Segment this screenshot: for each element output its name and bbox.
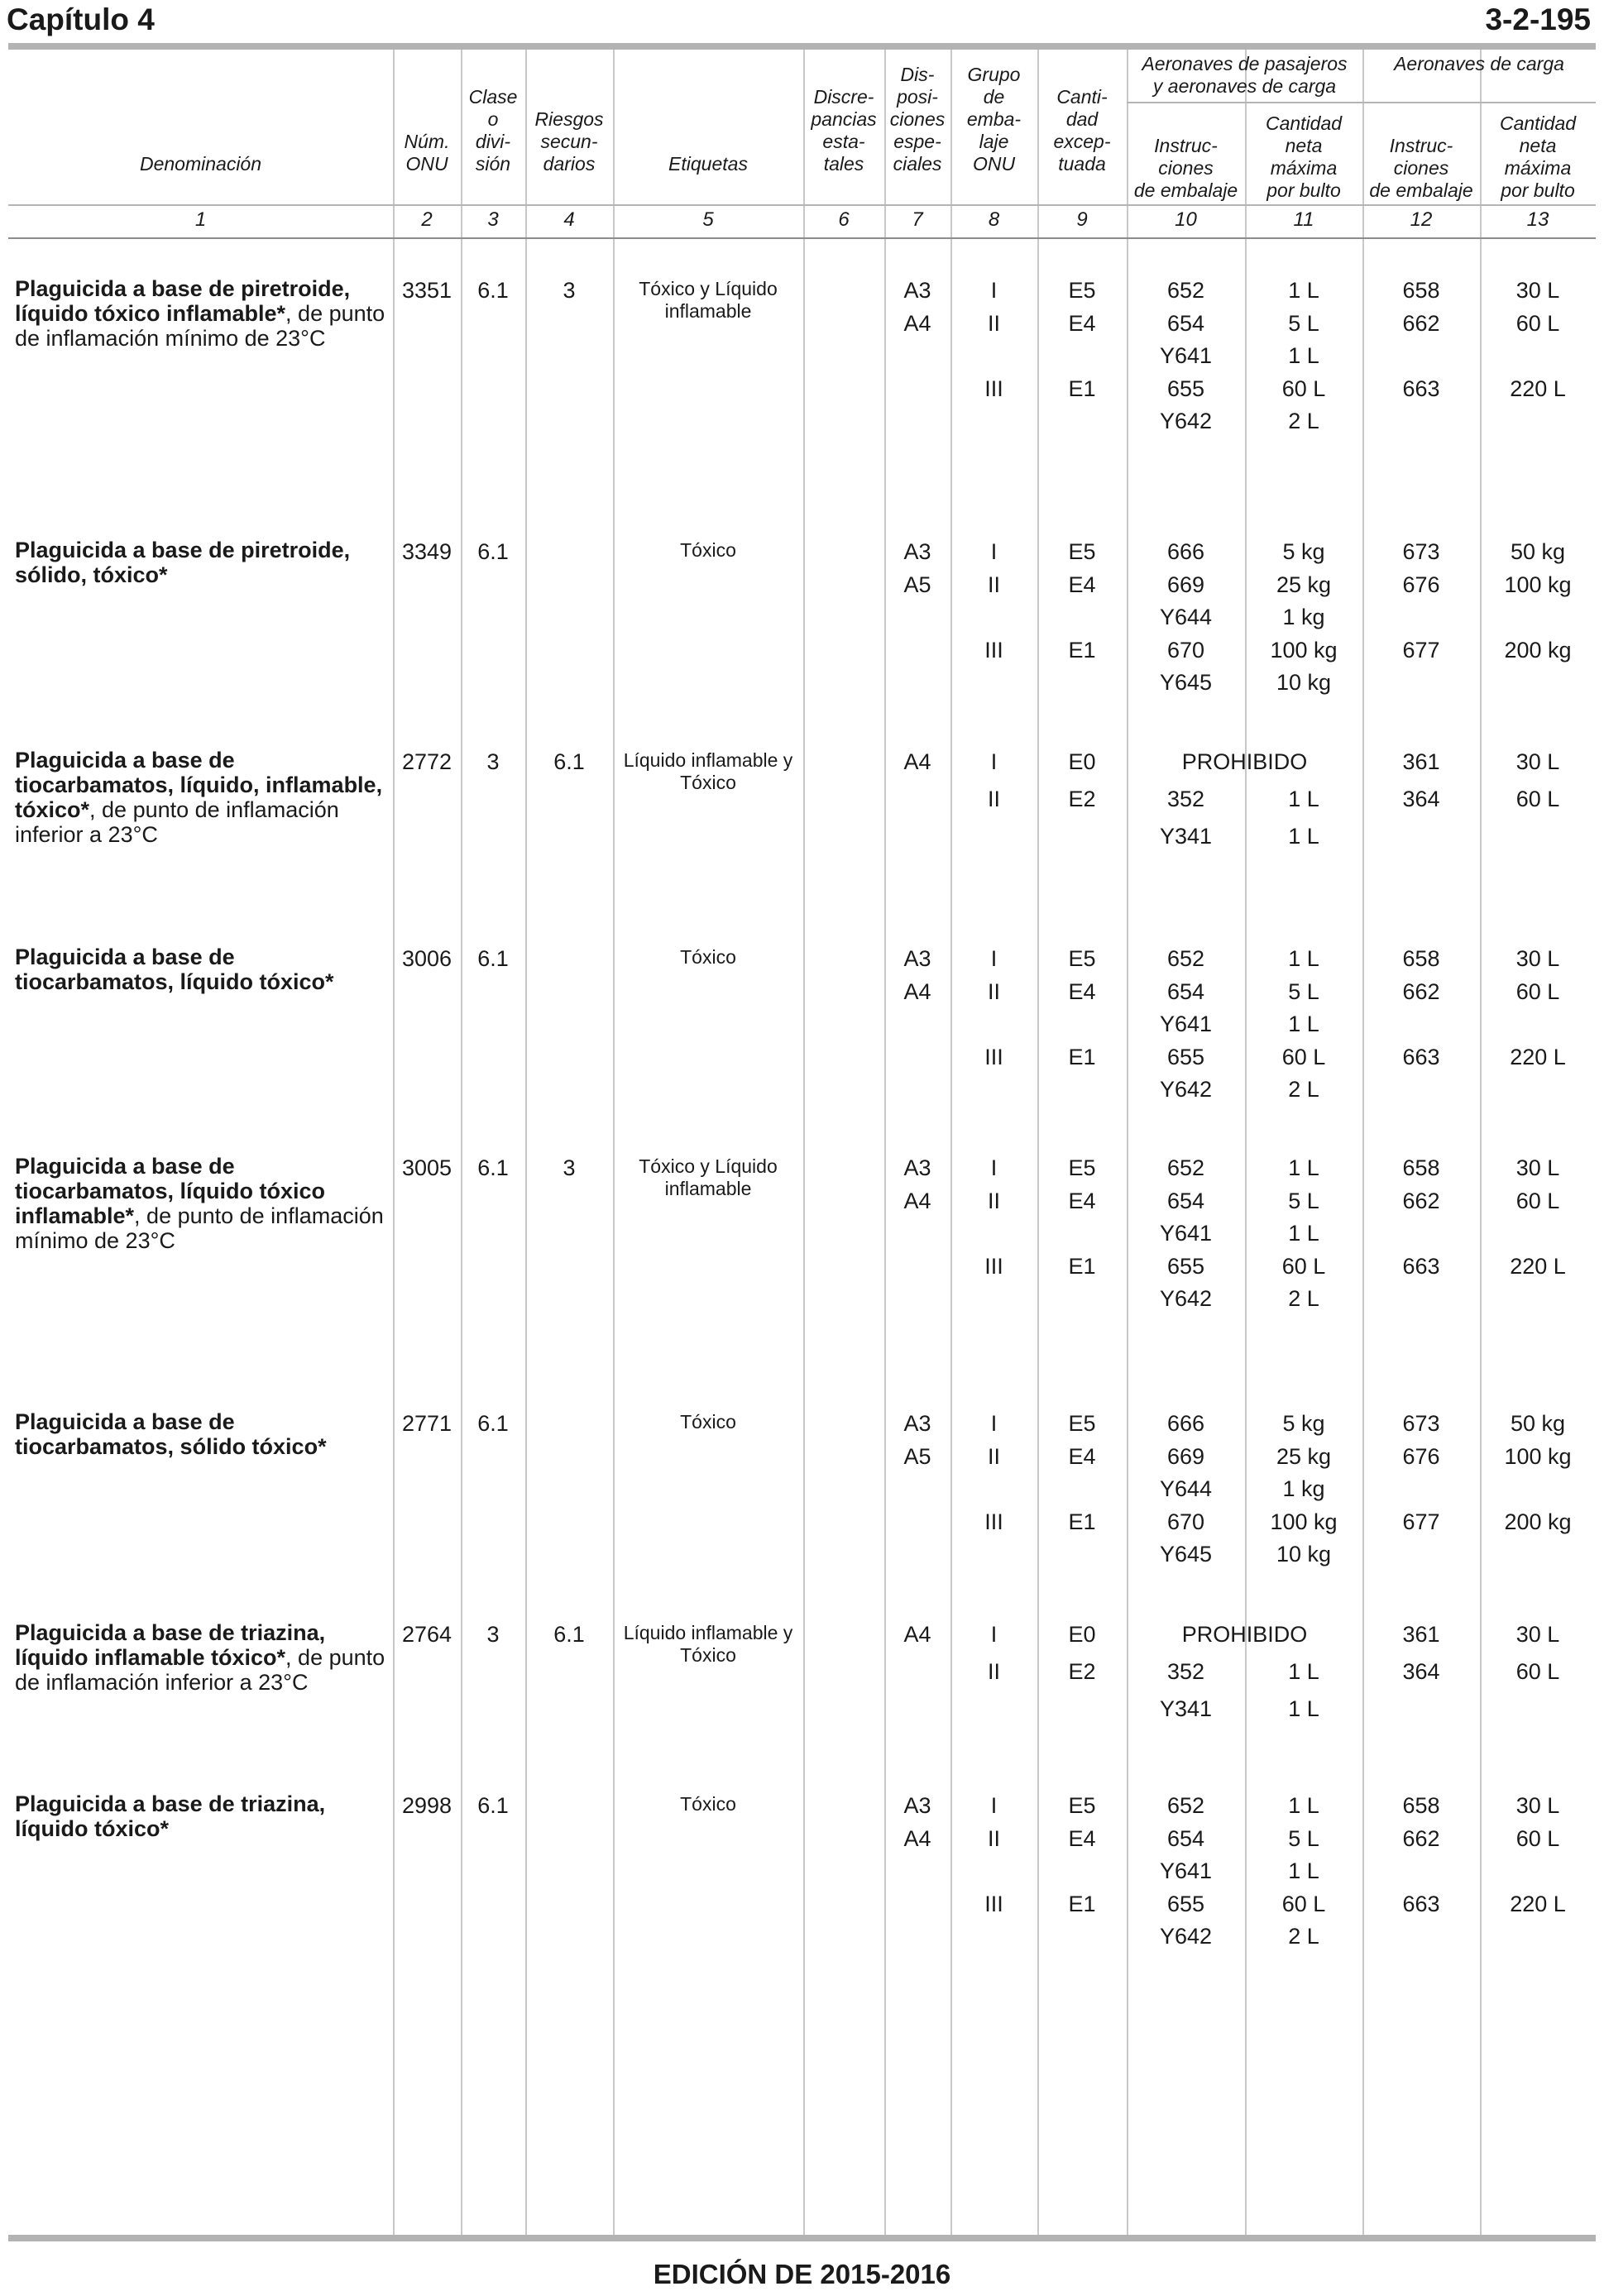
excepted-quantity: E0 [1068,749,1096,774]
packing-instruction-cargo: 658 [1402,278,1440,303]
max-net-quantity-cargo: 30 L [1515,278,1560,303]
max-net-quantity-pax: 1 L [1288,278,1319,303]
group-pax-underline [1127,102,1362,103]
max-net-quantity-cargo: 220 L [1510,1891,1566,1916]
page-header [7,0,1596,40]
column-number: 11 [1293,208,1314,231]
un-number: 3006 [401,946,452,971]
header-discrepancias: Discre- pancias esta- tales [811,86,877,175]
max-net-quantity-pax: 1 L [1288,343,1319,368]
max-net-quantity-pax: 60 L [1281,1253,1326,1279]
header-cantidad-pax: Cantidad neta máxima por bulto [1265,112,1343,201]
special-provision: A5 [903,572,931,597]
max-net-quantity-cargo: 60 L [1515,978,1560,1004]
header-grupo-embalaje: Grupo de emba- laje ONU [966,64,1022,175]
special-provision: A3 [903,1411,931,1436]
packing-group: II [987,1188,1000,1213]
column-divider [525,50,527,2235]
packing-instruction-cargo: 662 [1402,1825,1440,1851]
subsidiary-risk: 6.1 [553,1622,585,1647]
hazard-class: 6.1 [477,946,509,971]
special-provision: A4 [903,749,931,774]
special-provision: A3 [903,539,931,564]
special-provision: A4 [903,310,931,336]
packing-instruction-pax: 669 [1166,572,1205,597]
column-number: 7 [912,208,923,231]
subsidiary-risk: 6.1 [553,749,585,774]
hazard-class: 6.1 [477,539,509,564]
excepted-quantity: E1 [1068,1509,1096,1534]
max-net-quantity-pax: 1 L [1288,1858,1319,1883]
hazard-class: 6.1 [477,1793,509,1818]
max-net-quantity-pax: 5 L [1288,1188,1319,1213]
max-net-quantity-cargo: 30 L [1515,1155,1560,1180]
top-rule [8,43,1596,50]
max-net-quantity-cargo: 100 kg [1504,1443,1572,1469]
max-net-quantity-pax: 1 L [1288,787,1319,811]
hazard-class: 6.1 [477,1411,509,1436]
packing-instruction-cargo: 673 [1402,539,1440,564]
max-net-quantity-pax: 5 kg [1282,539,1325,564]
entry-name-bold: Plaguicida a base de triazina, líquido tóxico* [15,1791,326,1841]
special-provision: A4 [903,1622,931,1647]
max-net-quantity-pax: 2 L [1288,409,1319,433]
max-net-quantity-pax: 60 L [1281,375,1326,401]
entry-name-bold: Plaguicida a base de tiocarbamatos, líquido tóxico inflamable* [15,1154,326,1228]
excepted-quantity: E4 [1068,310,1096,336]
hazard-labels: Tóxico y Líquido inflamable [639,278,778,322]
entry-denomination [15,748,387,847]
max-net-quantity-cargo: 30 L [1515,1622,1560,1647]
excepted-quantity: E5 [1068,278,1096,303]
column-divider [803,50,805,2235]
packing-instruction-cargo: 658 [1402,1793,1440,1818]
packing-instruction-cargo: 364 [1402,1659,1440,1684]
header-group-cargo: Aeronaves de carga [1394,53,1564,74]
packing-instruction-pax: Y642 [1159,1077,1213,1102]
max-net-quantity-cargo: 220 L [1510,1253,1566,1279]
special-provision: A3 [903,278,931,303]
header-bottom-line [8,204,1596,206]
column-number: 1 [194,208,207,231]
entry-name-bold: Plaguicida a base de triazina, líquido inflamable tóxico* [15,1620,326,1670]
entry-denomination [15,1154,387,1253]
max-net-quantity-cargo: 30 L [1515,946,1560,971]
header-denominacion: Denominación [139,153,262,175]
excepted-quantity: E4 [1068,1825,1096,1851]
un-number: 2998 [401,1793,452,1818]
max-net-quantity-cargo: 60 L [1515,310,1560,336]
header-riesgos: Riesgos secun- darios [534,108,604,175]
packing-group: III [984,1044,1003,1069]
header-disposiciones: Dis- posi- ciones espe- ciales [889,64,946,175]
entry-name-bold: Plaguicida a base de tiocarbamatos, líquido tóxico* [15,945,334,994]
special-provision: A3 [903,1155,931,1180]
subsidiary-risk: 3 [563,278,576,303]
packing-instruction-cargo: 364 [1402,787,1440,811]
excepted-quantity: E2 [1068,1659,1096,1684]
max-net-quantity-pax: 1 kg [1282,1476,1325,1501]
edition-footer: EDICIÓN DE 2015-2016 [653,2259,951,2289]
max-net-quantity-pax: 25 kg [1276,572,1332,597]
packing-group: I [990,1411,998,1436]
max-net-quantity-pax: 1 L [1288,1793,1319,1818]
packing-instruction-pax: Y641 [1159,1221,1213,1246]
packing-group: III [984,637,1003,662]
entry-name-bold: Plaguicida a base de piretroide, líquido tóxico inflamable* [15,276,351,326]
packing-group: I [990,278,998,303]
packing-instruction-pax: 652 [1166,946,1205,971]
packing-instruction-pax: 655 [1166,1044,1205,1069]
packing-instruction-pax: 654 [1166,1825,1205,1851]
excepted-quantity: E5 [1068,1411,1096,1436]
packing-instruction-cargo: 361 [1402,749,1440,774]
special-provision: A4 [903,978,931,1004]
packing-instruction-cargo: 361 [1402,1622,1440,1647]
max-net-quantity-pax: 1 L [1288,1012,1319,1036]
column-number: 5 [702,208,714,231]
packing-instruction-pax: 670 [1166,1509,1205,1534]
packing-instruction-cargo: 658 [1402,1155,1440,1180]
max-net-quantity-pax: 60 L [1281,1044,1326,1069]
packing-instruction-pax: 655 [1166,1891,1205,1916]
packing-instruction-cargo: 673 [1402,1411,1440,1436]
max-net-quantity-pax: 2 L [1288,1924,1319,1949]
packing-instruction-pax: Y645 [1159,670,1213,695]
packing-group: III [984,1253,1003,1279]
entry-name-rest: , de punto de inflamación mínimo de 23°C [15,1203,384,1253]
packing-group: I [990,946,998,971]
max-net-quantity-pax: 10 kg [1276,670,1332,695]
max-net-quantity-pax: 5 L [1288,1825,1319,1851]
bottom-rule [8,2235,1596,2241]
column-number: 6 [838,208,850,231]
packing-instruction-pax: Y341 [1159,1696,1213,1721]
packing-instruction-pax: 654 [1166,1188,1205,1213]
packing-instruction-pax: 655 [1166,375,1205,401]
packing-instruction-pax: 652 [1166,278,1205,303]
column-divider [393,50,395,2235]
packing-group: I [990,1155,998,1180]
column-number: 10 [1175,208,1197,231]
special-provision: A4 [903,1188,931,1213]
un-number: 2771 [401,1411,452,1436]
hazard-class: 3 [486,1622,500,1647]
hazard-labels: Tóxico y Líquido inflamable [639,1155,778,1199]
excepted-quantity: E4 [1068,978,1096,1004]
max-net-quantity-cargo: 50 kg [1510,539,1566,564]
max-net-quantity-pax: 1 L [1288,824,1319,849]
excepted-quantity: E1 [1068,375,1096,401]
packing-instruction-pax: 666 [1166,1411,1205,1436]
max-net-quantity-pax: 25 kg [1276,1443,1332,1469]
entry-denomination [15,276,387,351]
packing-instruction-pax: 654 [1166,310,1205,336]
packing-group: II [987,787,1000,811]
max-net-quantity-cargo: 220 L [1510,375,1566,401]
packing-group: III [984,375,1003,401]
packing-instruction-cargo: 662 [1402,1188,1440,1213]
excepted-quantity: E1 [1068,1044,1096,1069]
packing-instruction-cargo: 663 [1402,1253,1440,1279]
chapter-title: Capítulo 4 [7,2,155,36]
hazard-class: 6.1 [477,1155,509,1180]
packing-instruction-pax: 669 [1166,1443,1205,1469]
un-number: 2764 [401,1622,452,1647]
packing-group: II [987,978,1000,1004]
packing-instruction-cargo: 663 [1402,1044,1440,1069]
entry-denomination [15,1409,387,1459]
max-net-quantity-pax: 2 L [1288,1286,1319,1311]
max-net-quantity-pax: 5 kg [1282,1411,1325,1436]
header-cantidad-exceptuada: Canti- dad excep- tuada [1053,86,1111,175]
column-number: 12 [1410,208,1433,231]
excepted-quantity: E5 [1068,946,1096,971]
packing-group: II [987,572,1000,597]
packing-instruction-pax: Y641 [1159,1858,1213,1883]
column-numbers-line [8,237,1596,239]
max-net-quantity-pax: 1 L [1288,1659,1319,1684]
packing-group: II [987,1443,1000,1469]
excepted-quantity: E1 [1068,1253,1096,1279]
packing-group: I [990,1793,998,1818]
packing-instruction-cargo: 676 [1402,1443,1440,1469]
special-provision: A3 [903,1793,931,1818]
packing-instruction-cargo: 663 [1402,1891,1440,1916]
column-number: 2 [421,208,433,231]
subsidiary-risk: 3 [563,1155,576,1180]
special-provision: A3 [903,946,931,971]
packing-instruction-cargo: 677 [1402,637,1440,662]
packing-instruction-pax: 652 [1166,1155,1205,1180]
entry-name-rest: , de punto de inflamación inferior a 23°C [15,1645,385,1695]
packing-group: I [990,539,998,564]
packing-instruction-pax: 655 [1166,1253,1205,1279]
packing-instruction-pax: 670 [1166,637,1205,662]
max-net-quantity-pax: 1 kg [1282,605,1325,629]
entry-name-bold: Plaguicida a base de tiocarbamatos, sólido tóxico* [15,1409,327,1459]
packing-group: II [987,1659,1000,1684]
entry-name-bold: Plaguicida a base de piretroide, sólido, tóxico* [15,538,351,587]
entry-denomination [15,538,387,587]
packing-instruction-pax: 352 [1166,1659,1205,1684]
excepted-quantity: E5 [1068,1793,1096,1818]
excepted-quantity: E5 [1068,539,1096,564]
max-net-quantity-pax: 5 L [1288,978,1319,1004]
hazard-class: 3 [486,749,500,774]
header-clase: Clase o divi- sión [468,86,518,175]
max-net-quantity-cargo: 200 kg [1504,1509,1572,1534]
max-net-quantity-pax: 1 L [1288,1155,1319,1180]
packing-group: I [990,749,998,774]
packing-group: I [990,1622,998,1647]
column-number: 3 [487,208,499,231]
packing-instruction-cargo: 677 [1402,1509,1440,1534]
hazard-labels: Líquido inflamable y Tóxico [623,749,793,793]
max-net-quantity-cargo: 30 L [1515,749,1560,774]
excepted-quantity: E4 [1068,572,1096,597]
special-provision: A5 [903,1443,931,1469]
max-net-quantity-pax: 2 L [1288,1077,1319,1102]
entry-denomination [15,1791,387,1841]
header-group-pax: Aeronaves de pasajeros y aeronaves de carga [1142,53,1348,97]
packing-instruction-cargo: 658 [1402,946,1440,971]
packing-instruction-cargo: 662 [1402,978,1440,1004]
entry-denomination [15,1620,387,1695]
header-num-onu: Núm. ONU [404,131,450,175]
max-net-quantity-cargo: 200 kg [1504,637,1572,662]
max-net-quantity-pax: 5 L [1288,310,1319,336]
packing-instruction-pax: 652 [1166,1793,1205,1818]
column-divider [613,50,615,2235]
entry-name-rest: , de punto de inflamación mínimo de 23°C [15,301,385,351]
entry-name-bold: Plaguicida a base de tiocarbamatos, líquido, inflamable, tóxico* [15,748,383,822]
hazard-labels: Líquido inflamable y Tóxico [623,1622,793,1666]
un-number: 3005 [401,1155,452,1180]
group-cargo-underline [1362,102,1596,103]
excepted-quantity: E4 [1068,1188,1096,1213]
max-net-quantity-pax: 60 L [1281,1891,1326,1916]
max-net-quantity-cargo: 220 L [1510,1044,1566,1069]
forbidden-notice: PROHIBIDO [1181,1622,1308,1647]
column-divider [884,50,886,2235]
max-net-quantity-cargo: 60 L [1515,1659,1560,1684]
un-number: 2772 [401,749,452,774]
hazard-labels: Tóxico [680,946,736,968]
packing-instruction-pax: Y642 [1159,1924,1213,1949]
max-net-quantity-pax: 1 L [1288,946,1319,971]
special-provision: A4 [903,1825,931,1851]
entry-denomination [15,945,387,994]
excepted-quantity: E0 [1068,1622,1096,1647]
column-number: 13 [1526,208,1549,231]
packing-instruction-pax: 666 [1166,539,1205,564]
excepted-quantity: E4 [1068,1443,1096,1469]
un-number: 3349 [401,539,452,564]
column-number: 4 [563,208,575,231]
hazard-labels: Tóxico [680,1411,736,1433]
un-number: 3351 [401,278,452,303]
packing-group: II [987,310,1000,336]
packing-instruction-pax: Y644 [1159,605,1213,629]
packing-instruction-cargo: 663 [1402,375,1440,401]
hazard-labels: Tóxico [680,1793,736,1815]
packing-instruction-pax: Y645 [1159,1542,1213,1567]
packing-instruction-pax: Y341 [1159,824,1213,849]
packing-instruction-cargo: 662 [1402,310,1440,336]
column-number: 9 [1076,208,1088,231]
excepted-quantity: E1 [1068,637,1096,662]
max-net-quantity-cargo: 30 L [1515,1793,1560,1818]
max-net-quantity-pax: 100 kg [1270,637,1338,662]
header-instrucciones-pax: Instruc- ciones de embalaje [1133,135,1238,201]
max-net-quantity-cargo: 100 kg [1504,572,1572,597]
entry-name-rest: , de punto de inflamación inferior a 23°C [15,797,339,847]
packing-group: III [984,1891,1003,1916]
packing-instruction-pax: 352 [1166,787,1205,811]
packing-instruction-pax: Y641 [1159,1012,1213,1036]
packing-instruction-cargo: 676 [1402,572,1440,597]
max-net-quantity-cargo: 60 L [1515,787,1560,811]
packing-instruction-pax: Y642 [1159,409,1213,433]
packing-instruction-pax: Y641 [1159,343,1213,368]
page-number: 3-2-195 [1485,2,1591,36]
packing-instruction-pax: Y642 [1159,1286,1213,1311]
packing-group: II [987,1825,1000,1851]
max-net-quantity-cargo: 60 L [1515,1188,1560,1213]
max-net-quantity-cargo: 60 L [1515,1825,1560,1851]
max-net-quantity-cargo: 50 kg [1510,1411,1566,1436]
max-net-quantity-pax: 10 kg [1276,1542,1332,1567]
excepted-quantity: E5 [1068,1155,1096,1180]
hazard-class: 6.1 [477,278,509,303]
excepted-quantity: E2 [1068,787,1096,811]
header-cantidad-cargo: Cantidad neta máxima por bulto [1499,112,1577,201]
max-net-quantity-pax: 100 kg [1270,1509,1338,1534]
column-divider [461,50,462,2235]
packing-instruction-pax: Y644 [1159,1476,1213,1501]
packing-instruction-pax: 654 [1166,978,1205,1004]
max-net-quantity-pax: 1 L [1288,1221,1319,1246]
forbidden-notice: PROHIBIDO [1181,749,1308,774]
max-net-quantity-pax: 1 L [1288,1696,1319,1721]
excepted-quantity: E1 [1068,1891,1096,1916]
column-number: 8 [988,208,1000,231]
header-instrucciones-cargo: Instruc- ciones de embalaje [1369,135,1473,201]
packing-group: III [984,1509,1003,1534]
header-etiquetas: Etiquetas [668,153,748,175]
hazard-labels: Tóxico [680,539,736,561]
